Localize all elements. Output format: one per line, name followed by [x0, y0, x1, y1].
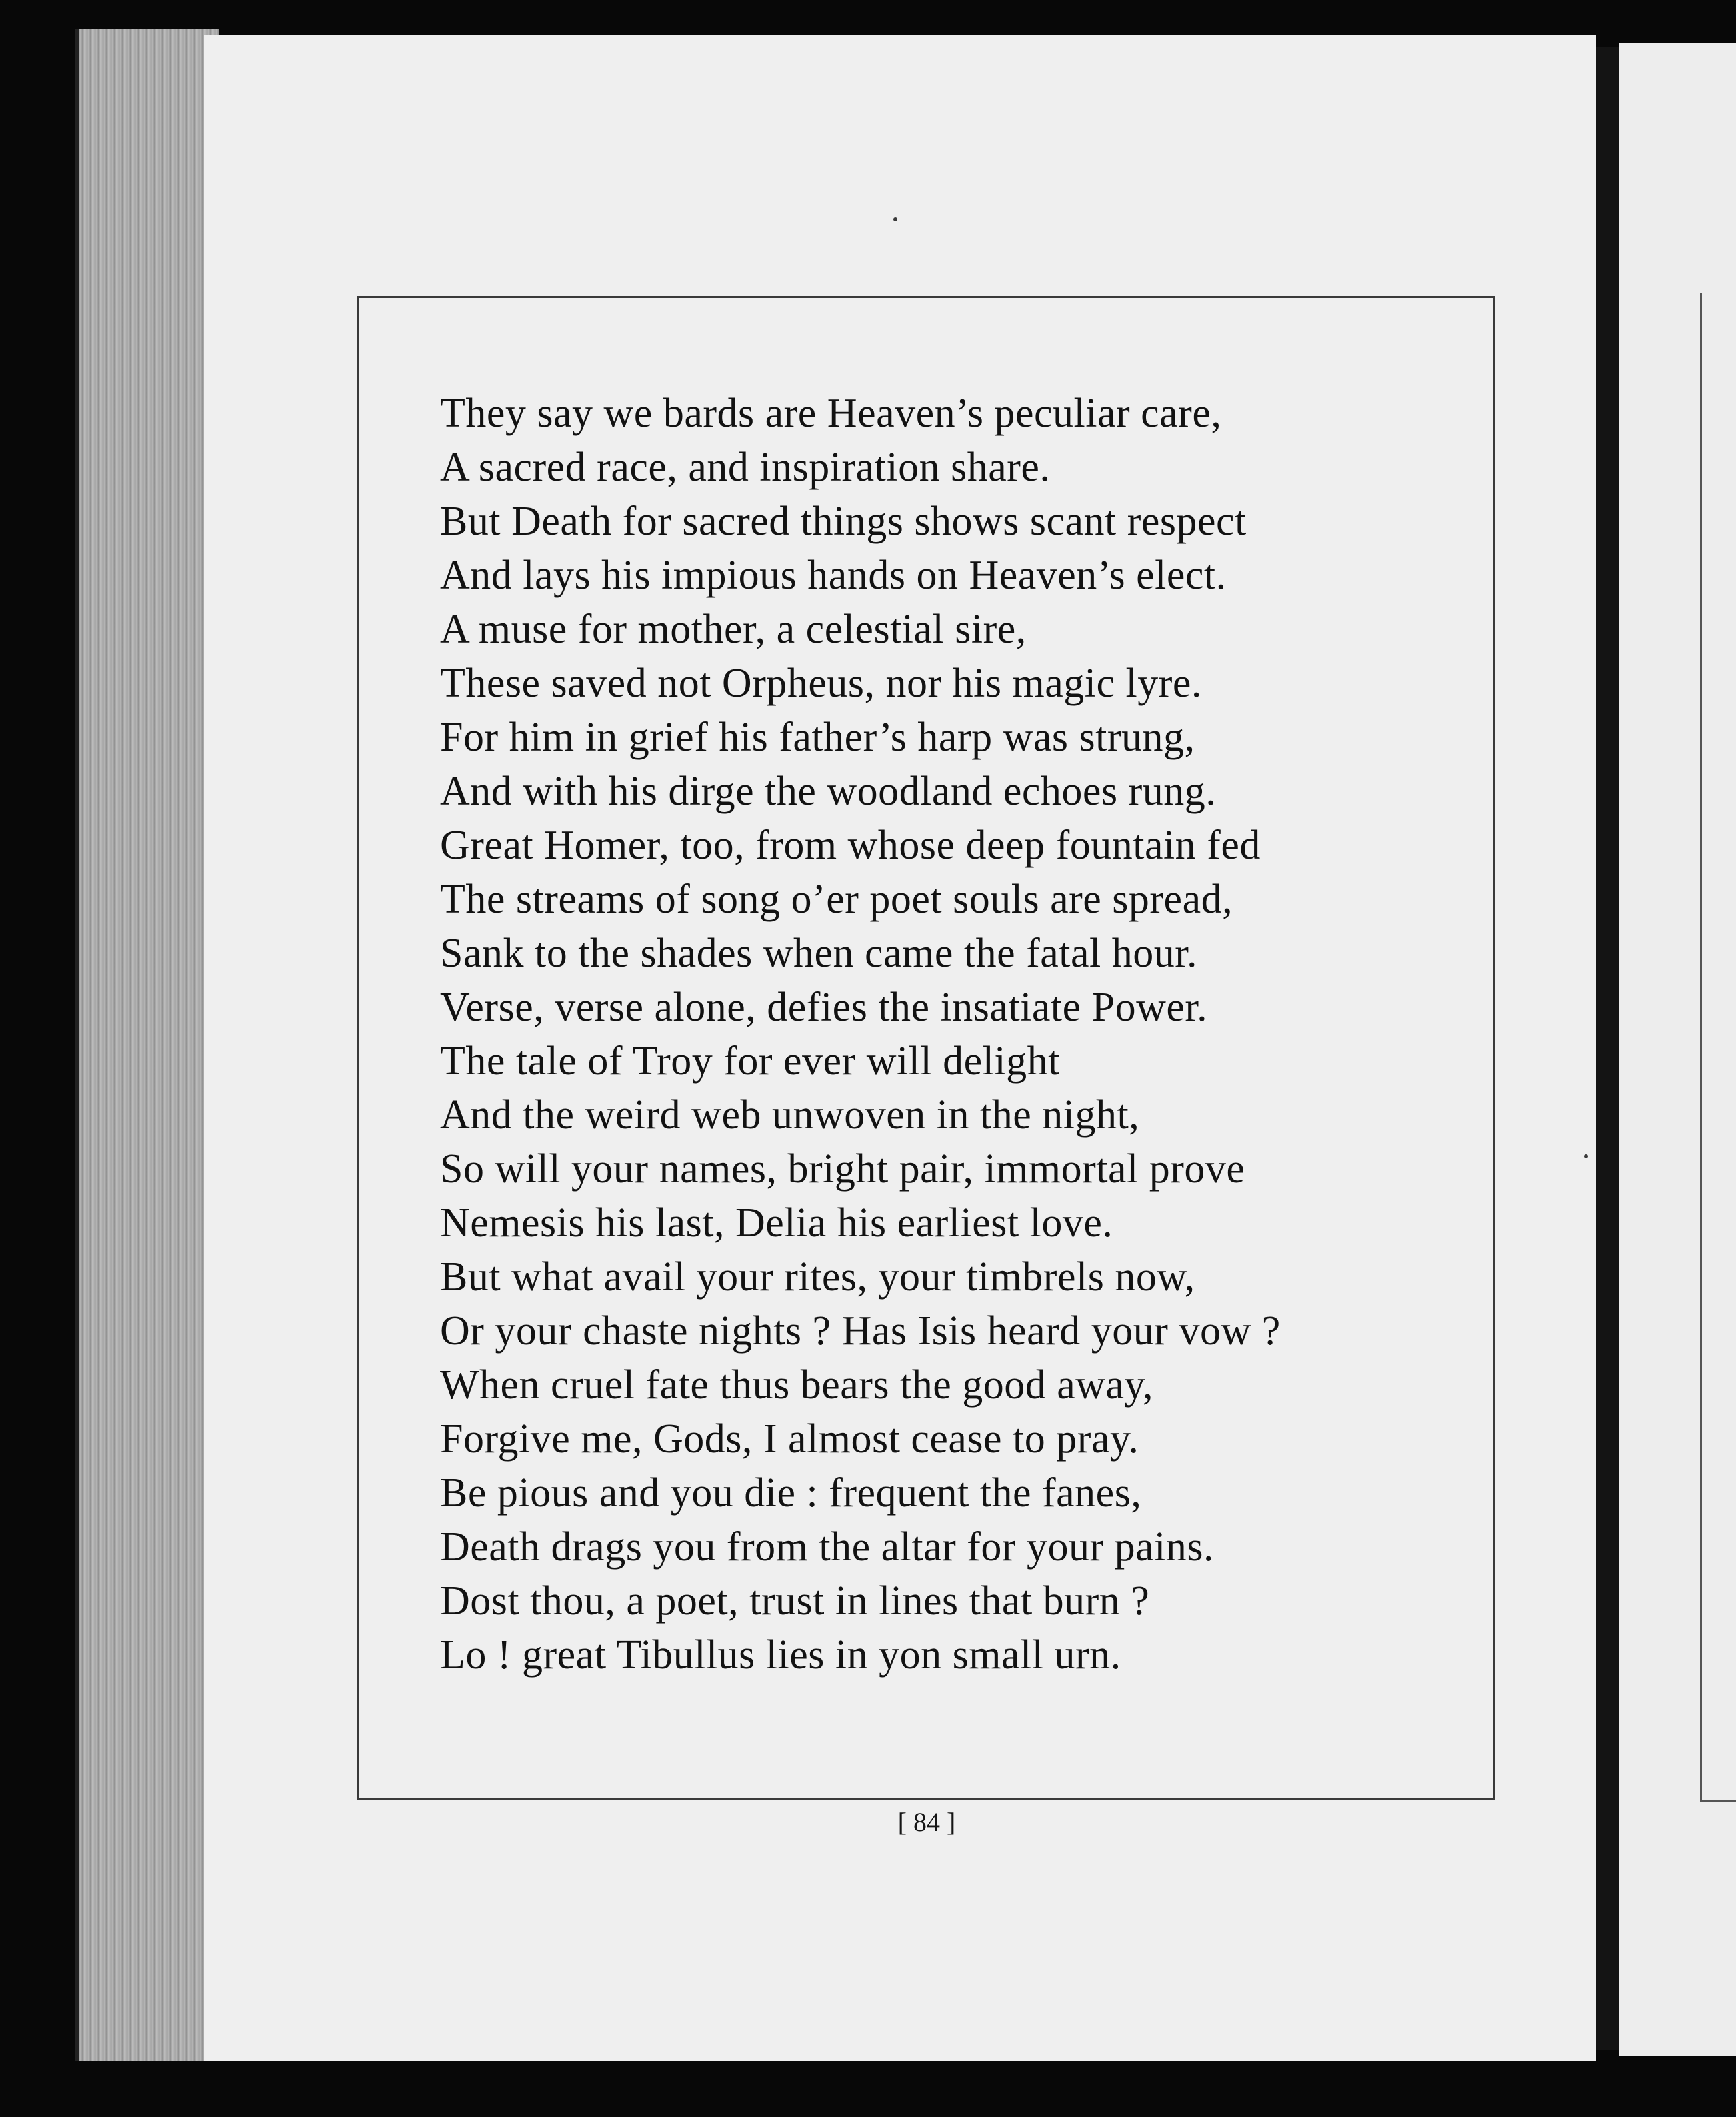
page-edges [75, 29, 219, 2061]
poem-line: Great Homer, too, from whose deep fountain fed [440, 823, 1261, 868]
poem-line: But what avail your rites, your timbrels now, [440, 1254, 1195, 1300]
poem-line: For him in grief his father’s harp was strung, [440, 715, 1195, 760]
poem-line: The streams of song o’er poet souls are spread, [440, 877, 1233, 922]
poem-text [440, 387, 1480, 1682]
poem-line: Nemesis his last, Delia his earliest love. [440, 1200, 1113, 1246]
scan-speck [1584, 1154, 1588, 1158]
poem-line: A sacred race, and inspiration share. [440, 445, 1051, 490]
poem-line: Or your chaste nights ? Has Isis heard your vow ? [440, 1308, 1281, 1354]
poem-line: Death drags you from the altar for your pains. [440, 1524, 1215, 1570]
poem-line: And the weird web unwoven in the night, [440, 1092, 1140, 1138]
poem-line: Sank to the shades when came the fatal hour. [440, 931, 1197, 976]
poem-line: When cruel fate thus bears the good away, [440, 1362, 1154, 1408]
page-number: [ 84 ] [897, 1807, 956, 1837]
poem-line: These saved not Orpheus, nor his magic lyre. [440, 661, 1202, 706]
poem-line: But Death for sacred things shows scant respect [440, 499, 1247, 544]
poem-line: The tale of Troy for ever will delight [440, 1039, 1060, 1084]
scan-speck [893, 217, 897, 221]
adjacent-page-frame [1700, 293, 1736, 1802]
poem-line: And lays his impious hands on Heaven’s elect. [440, 553, 1227, 598]
poem-line: Dost thou, a poet, trust in lines that burn ? [440, 1578, 1150, 1624]
poem-line: Lo ! great Tibullus lies in yon small urn. [440, 1632, 1121, 1678]
poem-line: And with his dirge the woodland echoes rung. [440, 769, 1217, 814]
poem-line: A muse for mother, a celestial sire, [440, 607, 1027, 652]
poem-line: Verse, verse alone, defies the insatiate Power. [440, 985, 1208, 1030]
poem-line: So will your names, bright pair, immortal prove [440, 1146, 1245, 1192]
poem-line: Forgive me, Gods, I almost cease to pray. [440, 1416, 1139, 1462]
poem-line: Be pious and you die : frequent the fanes, [440, 1470, 1142, 1516]
poem-line: They say we bards are Heaven’s peculiar care, [440, 391, 1222, 436]
book-gutter [1596, 47, 1619, 2050]
